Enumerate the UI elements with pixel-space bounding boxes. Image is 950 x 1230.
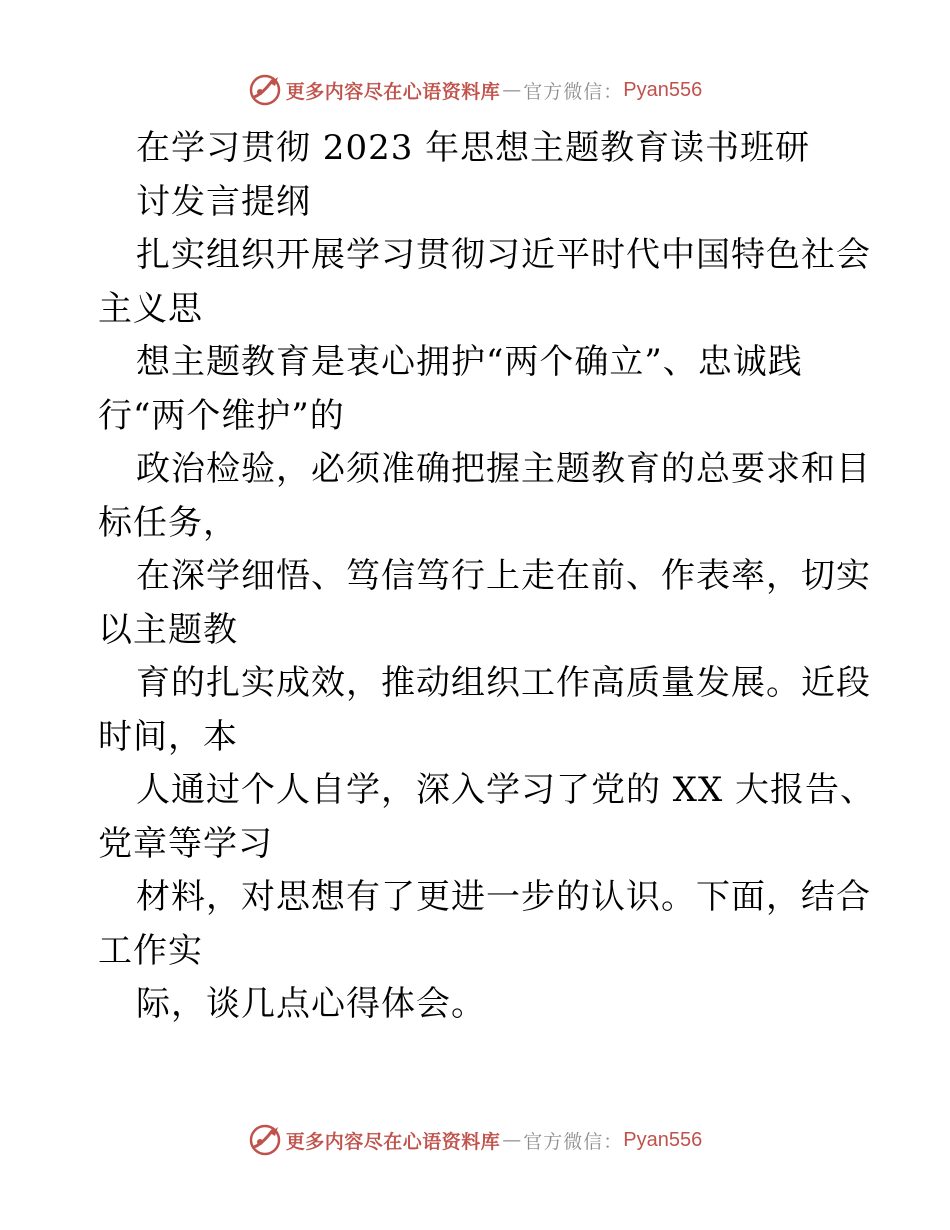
body-line: 在深学细悟、笃信笃行上走在前、作表率，切实	[136, 556, 871, 596]
watermark-wechat-id: Pyan556	[623, 78, 703, 101]
body-line: 时间，本	[98, 716, 238, 757]
pen-logo-icon	[248, 1123, 282, 1157]
body-line: 标任务，	[98, 502, 238, 543]
body-line: 行“两个维护”的	[98, 395, 345, 436]
watermark-wechat-label: 官方微信：	[523, 1130, 624, 1153]
body-line: 扎实组织开展学习贯彻习近平时代中国特色社会	[136, 235, 871, 275]
document-title-line-1: 在学习贯彻 2023 年思想主题教育读书班研	[136, 128, 811, 168]
body-line: 以主题教	[98, 609, 238, 650]
watermark-wechat-id: Pyan556	[623, 1128, 703, 1151]
body-line: 党章等学习	[98, 823, 273, 864]
body-line: 际，谈几点心得体会。	[136, 984, 486, 1024]
footer-watermark	[0, 1120, 950, 1160]
body-line: 材料，对思想有了更进一步的认识。下面，结合	[136, 877, 871, 917]
body-line: 政治检验，必须准确把握主题教育的总要求和目	[136, 449, 871, 489]
body-line: 工作实	[98, 930, 203, 971]
watermark-wechat-label: 官方微信：	[523, 80, 624, 103]
pen-logo-icon	[248, 73, 282, 107]
document-body	[98, 122, 876, 1032]
body-line: 主义思	[98, 288, 203, 329]
body-line: 想主题教育是衷心拥护“两个确立”、忠诚践	[136, 342, 803, 382]
watermark-main-text: 更多内容尽在心语资料库	[285, 1130, 501, 1153]
watermark-separator: —	[502, 1129, 522, 1151]
watermark-main-text: 更多内容尽在心语资料库	[285, 80, 501, 103]
body-line: 人通过个人自学，深入学习了党的 XX 大报告、	[136, 770, 876, 810]
header-watermark	[0, 70, 950, 110]
watermark-separator: —	[502, 79, 522, 101]
body-line: 育的扎实成效，推动组织工作高质量发展。近段	[136, 663, 871, 703]
document-title-line-2: 讨发言提纲	[136, 181, 311, 222]
